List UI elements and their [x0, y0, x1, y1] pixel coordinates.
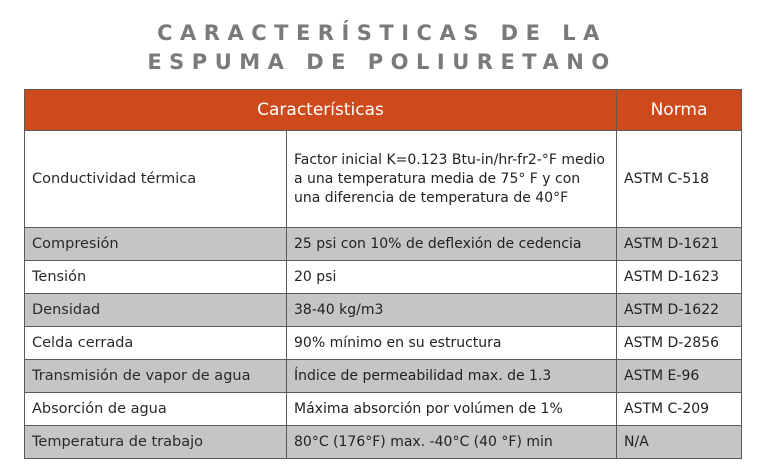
row-value: Índice de permeabilidad max. de 1.3: [287, 360, 617, 393]
row-name: Tensión: [25, 261, 287, 294]
row-name: Compresión: [25, 228, 287, 261]
row-value: 20 psi: [287, 261, 617, 294]
row-name: Celda cerrada: [25, 327, 287, 360]
row-name: Densidad: [25, 294, 287, 327]
header-caracteristicas: Características: [25, 90, 617, 131]
row-name: Absorción de agua: [25, 393, 287, 426]
row-norma: ASTM C-209: [617, 393, 742, 426]
row-value: Factor inicial K=0.123 Btu-in/hr-fr2-°F medio a una temperatura media de 75° F y con una diferencia de temperatura de 40°F: [287, 131, 617, 228]
row-value: Máxima absorción por volúmen de 1%: [287, 393, 617, 426]
table-row: [25, 327, 742, 360]
row-norma: ASTM E-96: [617, 360, 742, 393]
table-row: [25, 131, 742, 228]
table-row: [25, 261, 742, 294]
row-norma: ASTM D-2856: [617, 327, 742, 360]
row-norma: ASTM C-518: [617, 131, 742, 228]
row-name: Conductividad térmica: [25, 131, 287, 228]
row-value: 25 psi con 10% de deflexión de cedencia: [287, 228, 617, 261]
specifications-table: [24, 89, 742, 459]
row-name: Transmisión de vapor de agua: [25, 360, 287, 393]
row-norma: ASTM D-1622: [617, 294, 742, 327]
row-value: 80°C (176°F) max. -40°C (40 °F) min: [287, 426, 617, 459]
table-row: [25, 294, 742, 327]
page-title-line-2: ESPUMA DE POLIURETANO: [147, 50, 617, 74]
row-value: 38-40 kg/m3: [287, 294, 617, 327]
row-norma: ASTM D-1621: [617, 228, 742, 261]
table-row: [25, 393, 742, 426]
row-norma: N/A: [617, 426, 742, 459]
header-norma: Norma: [617, 90, 742, 131]
table-row: [25, 426, 742, 459]
table-row: [25, 228, 742, 261]
row-norma: ASTM D-1623: [617, 261, 742, 294]
table-row: [25, 360, 742, 393]
row-name: Temperatura de trabajo: [25, 426, 287, 459]
table-header-row: [25, 90, 742, 131]
row-value: 90% mínimo en su estructura: [287, 327, 617, 360]
page-title-line-1: CARACTERÍSTICAS DE LA: [157, 21, 607, 45]
